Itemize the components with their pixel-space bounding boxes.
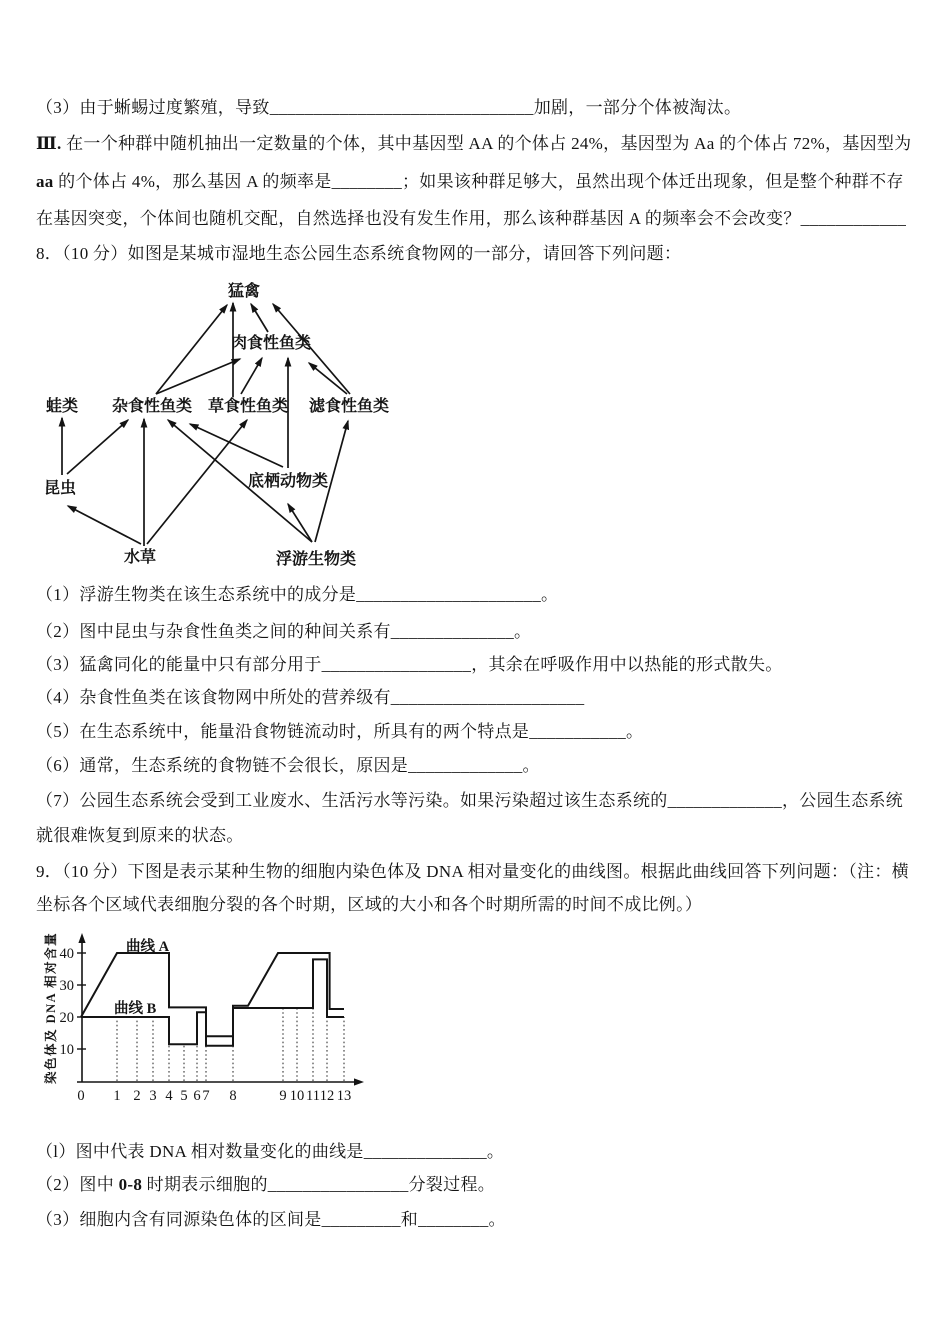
food-web-node-insects: 昆虫 — [43, 480, 77, 497]
x-tick-label-8: 8 — [229, 1088, 237, 1104]
q9-sub-question-1: （l）图中代表 DNA 相对数量变化的曲线是______________。 — [36, 1142, 505, 1161]
q8-stem: 8．（10 分）如图是某城市湿地生态公园生态系统食物网的一部分，请回答下列问题： — [36, 244, 682, 263]
q8-sub-question-7-continuation: 就很难恢复到原来的状态。 — [36, 826, 244, 845]
food-web-edge-omnivorous-fish-to-raptor — [156, 305, 227, 394]
food-web-node-raptor: 猛禽 — [227, 283, 261, 300]
x-tick-label-1: 1 — [113, 1088, 121, 1104]
y-axis-arrow-icon — [78, 933, 85, 943]
food-web-diagram — [30, 278, 430, 576]
q9-sub-question-3: （3）细胞内含有同源染色体的区间是_________和________。 — [36, 1210, 506, 1229]
x-tick-label-2: 2 — [133, 1088, 141, 1104]
q9-stem-line2: 坐标各个区域代表细胞分裂的各个时期，区域的大小和各个时期所需的时间不成比例。） — [36, 895, 703, 914]
y-tick-label-40: 40 — [59, 946, 74, 962]
food-web-edge-benthic-animals-to-omnivorous-fish — [190, 424, 283, 467]
food-web-node-waterweed: 水草 — [123, 549, 157, 566]
q9-stem-line1: 9．（10 分）下图是表示某种生物的细胞内染色体及 DNA 相对量变化的曲线图。根据此曲线回答下列问题：（注：横 — [36, 862, 909, 881]
dna-chromosome-chart — [40, 925, 380, 1121]
q8-sub-question-2: （2）图中昆虫与杂食性鱼类之间的种间关系有______________。 — [36, 622, 532, 641]
food-web-edge-herbivorous-fish-to-carnivorous-fish — [241, 358, 262, 394]
x-tick-label-4: 4 — [165, 1088, 173, 1104]
curve-A-label: 曲线 A — [126, 939, 170, 955]
q9-sub-question-2: （2）图中 0-8 时期表示细胞的________________分裂过程。 — [36, 1175, 496, 1194]
q8-sub-question-1: （1）浮游生物类在该生态系统中的成分是_____________________。 — [36, 585, 559, 604]
x-tick-label-9: 9 — [279, 1088, 287, 1104]
food-web-edge-omnivorous-fish-to-carnivorous-fish — [156, 359, 240, 394]
x-axis-arrow-icon — [354, 1078, 364, 1085]
x-tick-label-5: 5 — [180, 1088, 188, 1104]
x-tick-label-11: 11 — [306, 1088, 320, 1104]
food-web-edge-waterweed-to-insects — [68, 506, 141, 544]
q7-roman-line1: Ⅲ. 在一个种群中随机抽出一定数量的个体，其中基因型 AA 的个体占 24%，基因型为 Aa 的个体占 72%，基因型为 — [36, 134, 912, 153]
x-tick-label-3: 3 — [149, 1088, 157, 1104]
curve-B-label: 曲线 B — [114, 1001, 157, 1017]
x-tick-label-12: 12 — [319, 1088, 335, 1104]
roman-numeral-iii: Ⅲ. — [36, 134, 62, 153]
y-tick-label-10: 10 — [59, 1042, 74, 1058]
q7-roman-line3: 在基因突变，个体间也随机交配，自然选择也没有发生作用，那么该种群基因 A 的频率会不会改变？____________ — [36, 209, 907, 228]
food-web-edge-waterweed-to-herbivorous-fish — [147, 420, 247, 544]
food-web-edge-carnivorous-fish-to-raptor — [251, 304, 268, 332]
y-axis-title: 染色体及 DNA 相对含量 — [44, 931, 58, 1084]
q8-sub-question-5: （5）在生态系统中，能量沿食物链流动时，所具有的两个特点是___________。 — [36, 722, 644, 741]
curve-A — [81, 953, 344, 1036]
x-tick-label-6: 6 — [193, 1088, 201, 1104]
food-web-node-plankton: 浮游生物类 — [275, 551, 357, 568]
q8-sub-question-7: （7）公园生态系统会受到工业废水、生活污水等污染。如果污染超过该生态系统的_____________，公园生态系统 — [36, 791, 904, 810]
food-web-edge-plankton-to-benthic-animals — [288, 504, 312, 542]
food-web-node-carnivorous-fish: 肉食性鱼类 — [230, 335, 312, 352]
food-web-node-frogs: 蛙类 — [45, 398, 79, 415]
y-tick-label-30: 30 — [59, 978, 74, 994]
q7-part3-line: （3）由于蜥蜴过度繁殖，导致______________________________加剧，一部分个体被淘汰。 — [36, 98, 742, 117]
q7-roman-line2: aa 的个体占 4%，那么基因 A 的频率是________；如果该种群足够大，虽然出现个体迁出现象，但是整个种群不存 — [36, 172, 904, 191]
x-tick-label-0: 0 — [77, 1088, 85, 1104]
genotype-aa-bold: aa — [36, 172, 54, 191]
food-web-node-filter-feeding-fish: 滤食性鱼类 — [308, 398, 390, 415]
y-tick-label-20: 20 — [59, 1010, 74, 1026]
food-web-edge-insects-to-omnivorous-fish — [67, 420, 128, 474]
x-tick-label-13: 13 — [336, 1088, 352, 1104]
x-tick-label-7: 7 — [202, 1088, 210, 1104]
food-web-node-benthic-animals: 底栖动物类 — [247, 473, 329, 490]
q8-sub-question-3: （3）猛禽同化的能量中只有部分用于_________________，其余在呼吸作用中以热能的形式散失。 — [36, 655, 783, 674]
food-web-node-omnivorous-fish: 杂食性鱼类 — [111, 398, 193, 415]
range-0-8-bold: 0-8 — [118, 1175, 143, 1194]
food-web-node-herbivorous-fish: 草食性鱼类 — [207, 398, 289, 415]
q8-sub-question-4: （4）杂食性鱼类在该食物网中所处的营养级有______________________ — [36, 688, 585, 707]
x-tick-label-10: 10 — [289, 1088, 305, 1104]
q8-sub-question-6: （6）通常，生态系统的食物链不会很长，原因是_____________。 — [36, 756, 540, 775]
